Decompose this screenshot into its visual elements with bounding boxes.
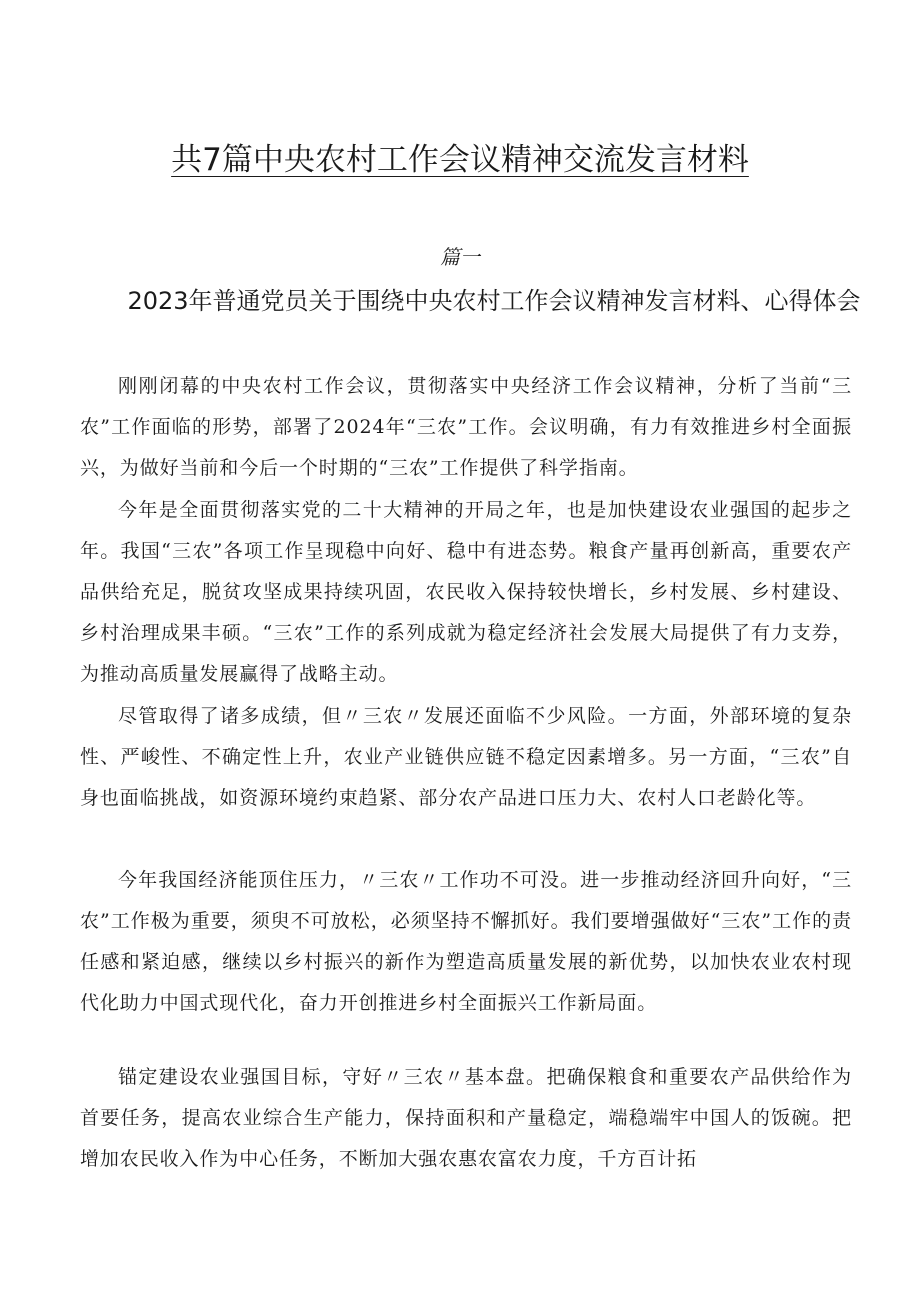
paragraph: 今年是全面贯彻落实党的二十大精神的开局之年，也是加快建设农业强国的起步之年。我国“三农”各项工作呈现稳中向好、稳中有进态势。粮食产量再创新高，重要农产品供给充足，脱贫攻坚成果持续巩固，农民收入保持较快增长，乡村发展、乡村建设、乡村治理成果丰硕。“三农”工作的系列成就为稳定经济社会发展大局提供了有力支券，为推动高质量发展赢得了战略主动。	[80, 499, 852, 685]
section-label: 篇一	[440, 245, 480, 269]
section-title: 2023年普通党员关于围绕中央农村工作会议精神发言材料、心得体会	[127, 287, 861, 315]
paragraph: 锚定建设农业强国目标，守好〃三农〃基本盘。把确保粮食和重要农产品供给作为首要任务，提高农业综合生产能力，保持面积和产量稳定，端稳端牢中国人的饭碗。把增加农民收入作为中心任务，不断加大强农惠农富农力度，千方百计拓	[80, 1066, 852, 1170]
document-title-text: 共7篇中央农村工作会议精神交流发言材料	[171, 142, 749, 178]
document-title	[0, 138, 920, 182]
paragraph: 今年我国经济能顶住压力，〃三农〃工作功不可没。进一步推动经济回升向好，“三农”工作极为重要，须臾不可放松，必须坚持不懈抓好。我们要增强做好“三农”工作的责任感和紧迫感，继续以乡村振兴的新作为塑造高质量发展的新优势，以加快农业农村现代化助力中国式现代化，奋力开创推进乡村全面振兴工作新局面。	[80, 869, 852, 1014]
paragraph: 刚刚闭幕的中央农村工作会议，贯彻落实中央经济工作会议精神，分析了当前“三农”工作面临的形势，部署了2024年“三农”工作。会议明确，有力有效推进乡村全面振兴，为做好当前和今后一个时期的“三农”工作提供了科学指南。	[80, 375, 852, 479]
paragraph: 尽管取得了诸多成绩，但〃三农〃发展还面临不少风险。一方面，外部环境的复杂性、严峻性、不确定性上升，农业产业链供应链不稳定因素增多。另一方面，“三农”自身也面临挑战，如资源环境约束趋紧、部分农产品进口压力大、农村人口老龄化等。	[80, 705, 852, 809]
